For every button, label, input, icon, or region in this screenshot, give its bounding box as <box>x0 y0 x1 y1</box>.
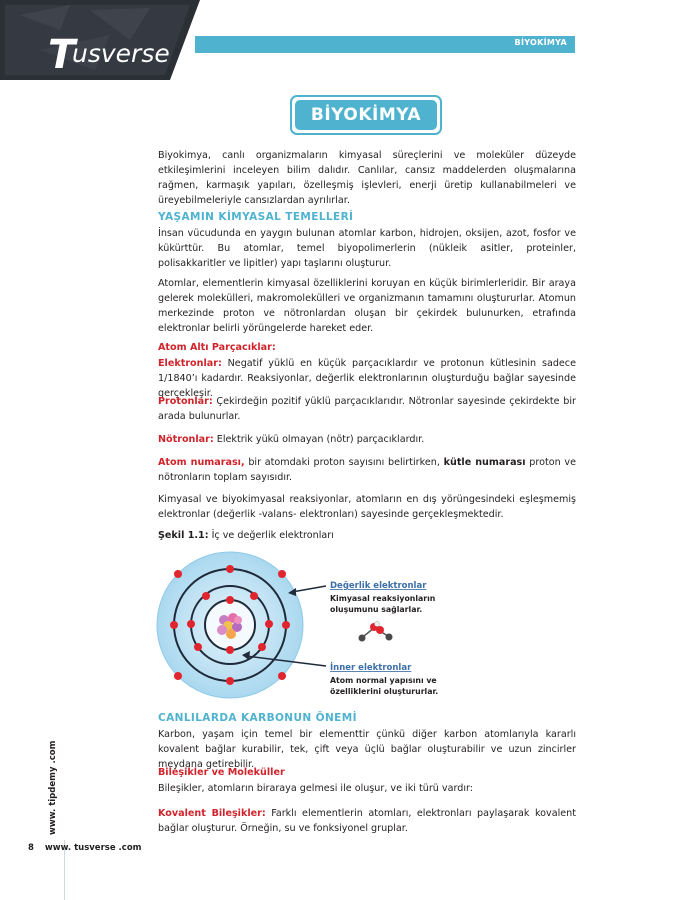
electron-middle <box>202 592 210 600</box>
electron-middle <box>258 643 266 651</box>
electron-middle <box>250 592 258 600</box>
term-covalent: Kovalent Bileşikler: <box>158 808 266 819</box>
tusverse-logo <box>0 0 205 80</box>
intro-paragraph: Biyokimya, canlı organizmaların kimyasal süreçlerini ve moleküler düzeyde etkileşimlerini inceleyen bilim dalıdır. Canlılar, cansız maddelerden oluşmalarına rağmen, karmaşık yapıları, özelleşmiş işlevleri, enerji üretip kullanabilmeleri ve üreyebilmeleriyle cansızlardan ayrılırlar. <box>158 150 576 206</box>
text-atomic-number: bir atomdaki proton sayısını belirtirken, <box>244 457 444 468</box>
valence-desc-2: oluşumunu sağlarlar. <box>330 605 423 614</box>
electron-outer <box>226 565 234 573</box>
text-covalent: Farklı elementlerin atomları, elektronları paylaşarak kovalent bağlar oluşturur. Örneğin, su ve fonksiyonel gruplar. <box>158 808 576 834</box>
header-bar <box>195 36 575 53</box>
arrow-valence <box>292 586 326 592</box>
logo-letter: T <box>48 32 76 78</box>
molecule-icon <box>359 622 393 642</box>
atom-diagram <box>150 550 570 705</box>
section-tag: BİYOKİMYA <box>514 38 567 47</box>
electron-outer <box>174 570 182 578</box>
term-neutrons: Nötronlar: <box>158 434 214 445</box>
term-protons: Protonlar: <box>158 396 213 407</box>
subheading-subatomic: Atom Altı Parçacıklar: <box>158 342 276 353</box>
section-heading-chemical-basis: YAŞAMIN KİMYASAL TEMELLERİ <box>158 211 354 223</box>
text-mass-number: proton ve nötronların toplam sayısıdır. <box>158 457 576 483</box>
term-mass-number: kütle numarası <box>443 457 526 468</box>
text-neutrons: Elektrik yükü olmayan (nötr) parçacıklardır. <box>213 434 425 445</box>
paragraph-covalent <box>158 806 576 836</box>
electron-outer <box>278 672 286 680</box>
side-url: www. tipdemy .com <box>48 740 58 835</box>
page-title: BİYOKİMYA <box>295 100 437 130</box>
logo-text: usverse <box>72 39 170 68</box>
electron-inner <box>226 646 234 654</box>
section-heading-carbon: CANLILARDA KARBONUN ÖNEMİ <box>158 712 357 724</box>
page-number: 8 <box>28 843 34 853</box>
inner-desc-1: Atom normal yapısını ve <box>330 676 437 685</box>
paragraph-reactions: Kimyasal ve biyokimyasal reaksiyonlar, atomların en dış yörüngesindeki eşleşmemiş elektronlar (değerlik -valans- elektronları) sayesinde gerçekleşmektedir. <box>158 494 576 520</box>
paragraph-neutrons <box>158 432 576 447</box>
footer <box>28 843 150 853</box>
text-protons: Çekirdeğin pozitif yüklü parçacıklarıdır. Nötronlar sayesinde çekirdekte bir arada bulunurlar. <box>158 396 576 422</box>
electron-outer <box>226 677 234 685</box>
figure-caption-text: İç ve değerlik elektronları <box>208 530 334 541</box>
electron-middle <box>265 620 273 628</box>
electron-outer <box>278 570 286 578</box>
paragraph-atomic-number <box>158 455 576 485</box>
paragraph-carbon: Karbon, yaşam için temel bir elementtir çünkü diğer karbon atomlarıyla kararlı kovalent bağlar kurabilir, tek, çift veya üçlü bağlar oluşturabilir ve uzun zincirler meydana getirebilir. <box>158 729 576 770</box>
electron-middle <box>194 643 202 651</box>
inner-desc-2: özelliklerini oluştururlar. <box>330 687 439 696</box>
electron-middle <box>187 620 195 628</box>
electron-outer <box>170 621 178 629</box>
valence-title: Değerlik elektronlar <box>330 581 427 591</box>
valence-desc-1: Kimyasal reaksiyonların <box>330 594 436 603</box>
electron-inner <box>226 596 234 604</box>
term-atomic-number: Atom numarası, <box>158 457 245 468</box>
subheading-compounds: Bileşikler ve Moleküller <box>158 767 285 778</box>
term-electrons: Elektronlar: <box>158 358 222 369</box>
figure-caption <box>158 530 334 541</box>
paragraph-atoms-definition: Atomlar, elementlerin kimyasal özelliklerini koruyan en küçük birimlerleridir. Bir araya gelerek molekülleri, makromolekülleri ve organizmanın tamamını oluştururlar. Atomun merkezinde proton ve nötronlardan oluşan bir çekirdek bulunurken, etrafında elektronlar belirli yörüngelerde hareket eder. <box>158 278 576 334</box>
electron-outer <box>174 672 182 680</box>
footer-url: www. tusverse .com <box>44 843 142 853</box>
text-electrons: Negatif yüklü en küçük parçacıklardır ve protonun kütlesinin sadece 1/1840’ı kadardır. Reaksiyonlar, değerlik elektronlarının oluşturduğu bağlar sayesinde gerçekleşir. <box>158 358 576 399</box>
paragraph-compounds: Bileşikler, atomların biraraya gelmesi ile oluşur, ve iki türü vardır: <box>158 783 474 794</box>
electron-outer <box>282 621 290 629</box>
paragraph-atoms-list: İnsan vücudunda en yaygın bulunan atomlar karbon, hidrojen, oksijen, azot, fosfor ve kükürttür. Bu atomlar, temel biyopolimerlerin (nükleik asitler, proteinler, polisakkaritler ve lipitler) yapı taşlarını oluşturur. <box>158 228 576 269</box>
figure-caption-label: Şekil 1.1: <box>158 530 209 541</box>
title-box <box>290 95 442 135</box>
inner-title: İnner elektronlar <box>330 663 412 673</box>
paragraph-protons <box>158 394 576 424</box>
